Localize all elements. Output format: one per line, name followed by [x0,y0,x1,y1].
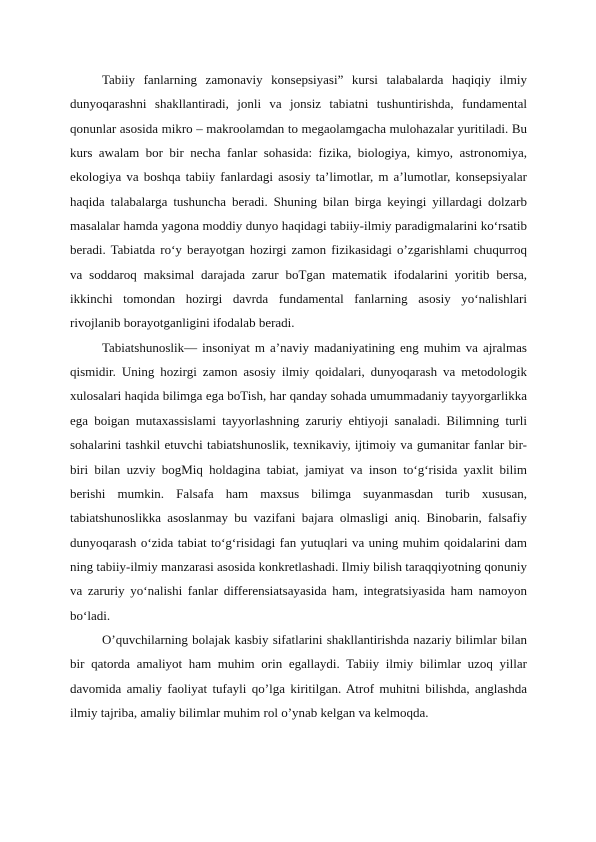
paragraph-1: Tabiiy fanlarning zamonaviy konsepsiyasi” kursi talabalarda haqiqiy ilmiy dunyoqarashni shakllantiradi, jonli va jonsiz tabiatni tushuntirishda, fundamental qonunlar asosida mikro – makroolamdan to megaolamgacha mulohazalar yuritiladi. Bu kurs awalam bor bir necha fanlar sohasida: fizika, biologiya, kimyo, astronomiya, ekologiya va boshqa tabiiy fanlardagi asosiy ta’limotlar, m a’lumotlar, konsepsiyalar haqida talabalarga tushuncha beradi. Shuning bilan birga keyingi yillardagi dolzarb masalalar hamda yagona moddiy dunyo haqidagi tabiiy-ilmiy paradigmalarini ko‘rsatib beradi. Tabiatda ro‘y berayotgan hozirgi zamon fizikasidagi o’zgarishlami chuqurroq va soddaroq maksimal darajada zarur boTgan matematik ifodalarini yoritib bersa, ikkinchi tomondan hozirgi davrda fundamental fanlarning asosiy yo‘nalishlari rivojlanib borayotganligini ifodalab beradi. [70,72,527,331]
paragraph-3: O’quvchilarning bolajak kasbiy sifatlarini shakllantirishda nazariy bilimlar bilan bir qatorda amaliyot ham muhim orin egallaydi. Tabiiy ilmiy bilimlar uzoq yillar davomida amaliy faoliyat tufayli qo’lga kiritilgan. Atrof muhitni bilishda, anglashda ilmiy tajriba, amaliy bilimlar muhim rol o’ynab kelgan va kelmoqda. [70,631,527,720]
paragraph-2: Tabiatshunoslik— insoniyat m a’naviy madaniyatining eng muhim va ajralmas qismidir. Uning hozirgi zamon asosiy ilmiy qoidalari, dunyoqarash va metodologik xulosalari haqida bilimga ega boTish, har qanday sohada umummadaniy tayyorgarlikka ega boigan mutaxassislami tayyorlashning zaruriy ehtiyoji sanaladi. Bilimning turli sohalarini tashkil etuvchi tabiatshunoslik, texnikaviy, ijtimoiy va gumanitar fanlar bir-biri bilan uzviy bogMiq holdagina tabiat, jamiyat va inson to‘g‘risida yaxlit bilim berishi mumkin. Falsafa ham maxsus bilimga suyanmasdan turib xususan, tabiatshunoslikka asoslanmay bu vazifani bajara olmasligi aniq. Binobarin, falsafiy dunyoqarash o‘zida tabiat to‘g‘risidagi fan yutuqlari va uning muhim qoidalarini dam ning tabiiy-ilmiy manzarasi asosida konkretlashadi. Ilmiy bilish taraqqiyotning qonuniy va zaruriy yo‘nalishi fanlar differensiatsayasida ham, integratsiyasida ham namoyon bo‘ladi. [70,339,527,623]
document-page [70,68,527,725]
